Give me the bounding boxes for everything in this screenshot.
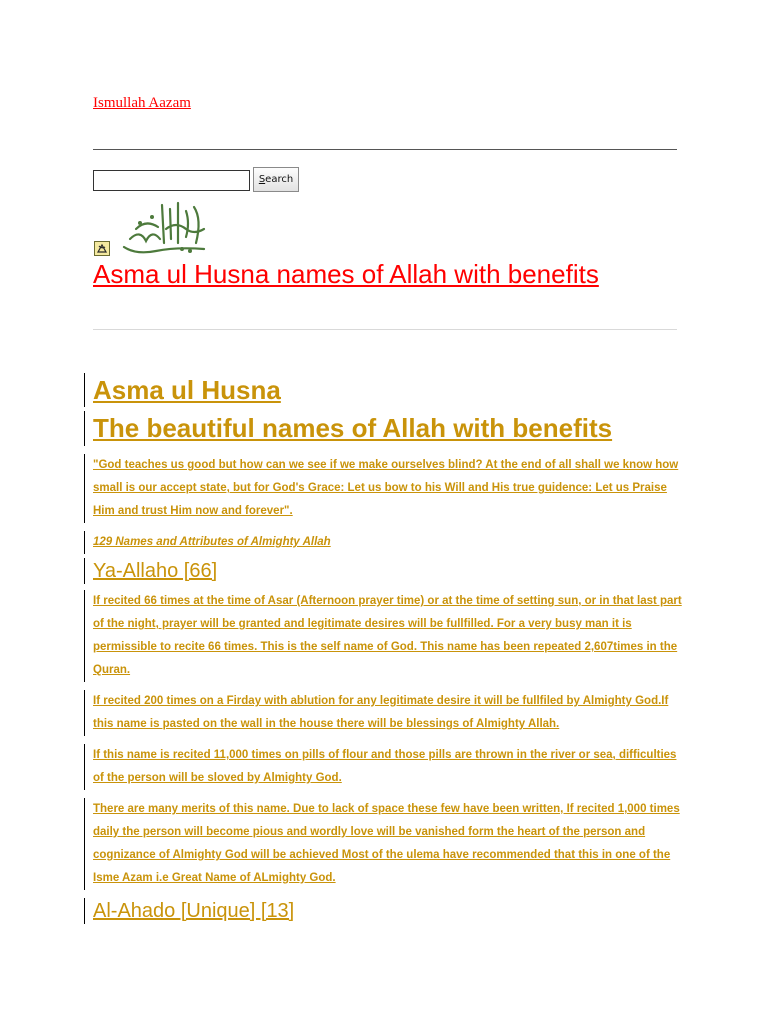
search-button-label: earch xyxy=(265,174,294,185)
name-title-text: Al-Ahado [Unique] [13] xyxy=(93,900,295,922)
benefit-text: There are many merits of this name. Due to lack of space these few have been written, If recited 1,000 times daily the person will become pious and wordly love will be vanished form the heart of the person and cognizance of Almighty God will be achieved Most of the ulema have recommended that this in one of the Isme Azam i.e Great Name of ALmighty God. xyxy=(93,803,680,884)
search-input[interactable] xyxy=(93,170,250,191)
benefit-paragraph xyxy=(93,590,684,682)
benefit-block xyxy=(84,798,684,890)
benefit-text: If recited 200 times on a Firday with ablution for any legitimate desire it will be fullfiled by Almighty God.If this name is pasted on the wall in the house there will be blessings of Almighty Allah. xyxy=(93,695,669,730)
name-title xyxy=(93,898,684,924)
intro-paragraph xyxy=(93,531,684,554)
content-heading xyxy=(93,373,684,407)
title-divider xyxy=(93,329,677,330)
bismillah-calligraphy-icon xyxy=(116,199,212,257)
header-divider xyxy=(93,149,677,150)
benefit-block xyxy=(84,744,684,790)
benefit-block xyxy=(84,690,684,736)
post-title[interactable] xyxy=(93,257,683,291)
intro-text: 129 Names and Attributes of Almighty Allah xyxy=(93,536,331,548)
search-button[interactable] xyxy=(253,167,299,192)
blog-title-link[interactable]: Ismullah Aazam xyxy=(93,95,191,111)
name-title xyxy=(93,558,684,584)
benefit-text: If recited 66 times at the time of Asar (Afternoon prayer time) or at the time of setting sun, or in that last part of the night, prayer will be granted and legitimate desires will be fullfilled. For a very busy man it is permissible to recite 66 times. This is the self name of God. This name has been repeated 2,607times in the Quran. xyxy=(93,595,682,676)
post-body xyxy=(84,373,684,924)
quote-block xyxy=(84,454,684,523)
benefit-paragraph xyxy=(93,798,684,890)
benefit-paragraph xyxy=(93,690,684,736)
benefit-text: If this name is recited 11,000 times on pills of flour and those pills are thrown in the river or sea, difficulties of the person will be sloved by Almighty God. xyxy=(93,749,677,784)
content-subheading-text: The beautiful names of Allah with benefits xyxy=(93,413,613,443)
heading-block xyxy=(84,373,684,407)
name-title-block xyxy=(84,898,684,924)
quote-text: "God teaches us good but how can we see if we make ourselves blind? At the end of all shall we know how small is our accept state, but for God's Grace: Let us bow to his Will and His true guidence: Let us Praise Him and trust Him now and forever". xyxy=(93,459,679,517)
content-subheading xyxy=(93,411,684,446)
content-heading-text: Asma ul Husna xyxy=(93,375,281,405)
quote-paragraph xyxy=(93,454,684,523)
subheading-block xyxy=(84,411,684,446)
broken-image-icon[interactable] xyxy=(94,241,110,256)
intro-block xyxy=(84,531,684,554)
name-title-block xyxy=(84,558,684,584)
benefit-block xyxy=(84,590,684,682)
benefit-paragraph xyxy=(93,744,684,790)
search-button-accesskey: S xyxy=(258,174,266,185)
name-title-text: Ya-Allaho [66] xyxy=(93,560,218,582)
post-title-link[interactable]: Asma ul Husna names of Allah with benefits xyxy=(93,259,599,289)
